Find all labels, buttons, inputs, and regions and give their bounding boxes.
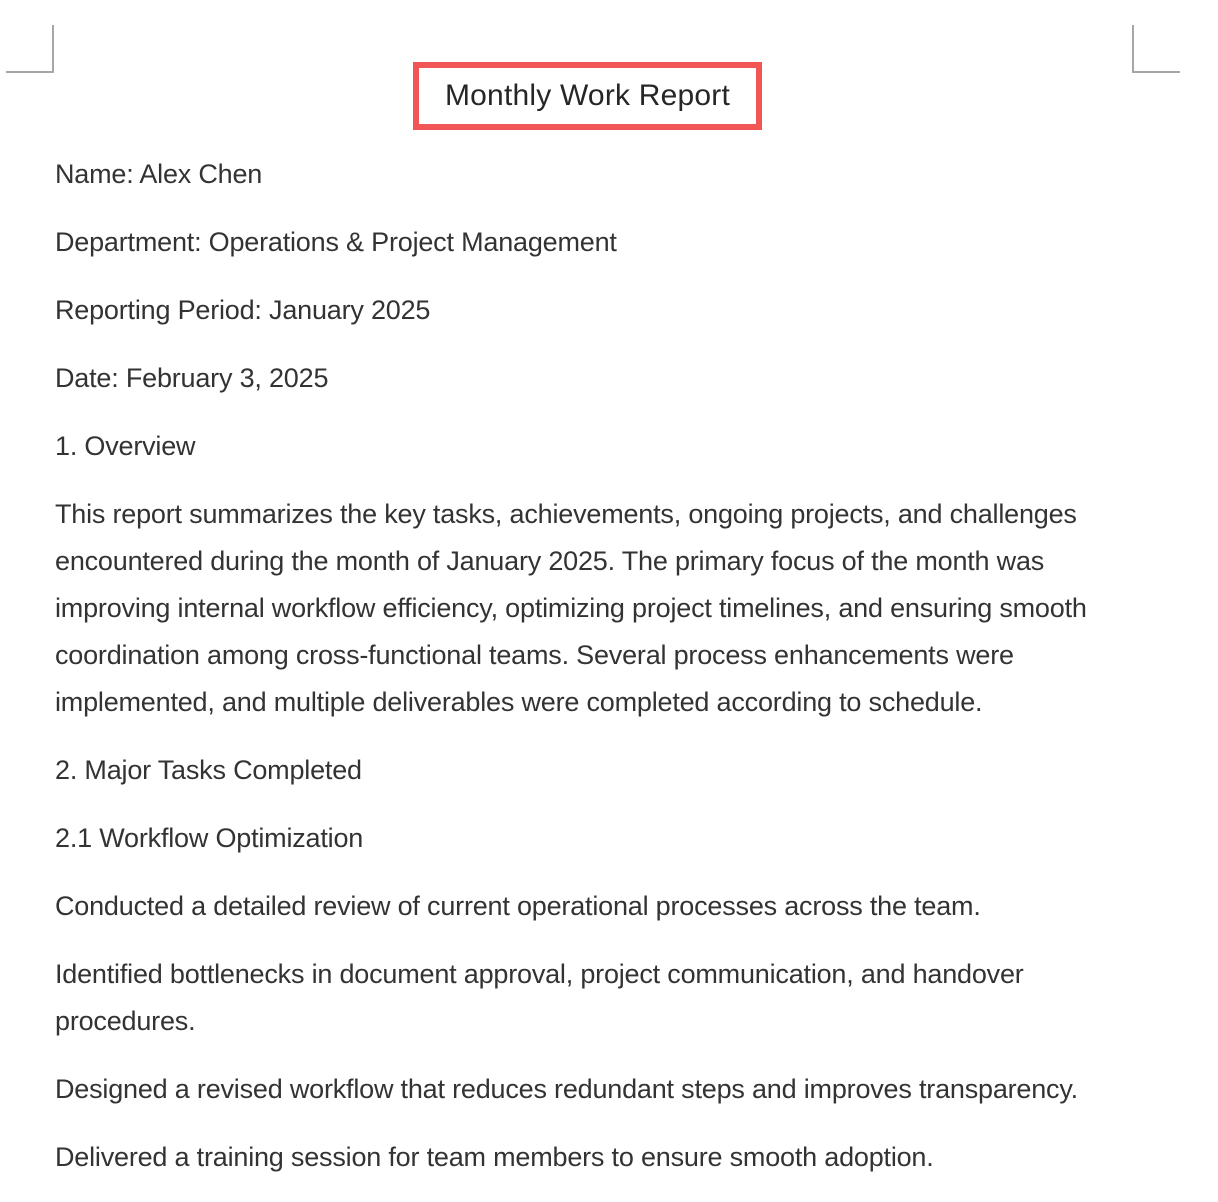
overview-heading[interactable]: 1. Overview	[55, 431, 196, 461]
major-tasks-heading[interactable]: 2. Major Tasks Completed	[55, 755, 362, 785]
report-title-box[interactable]	[413, 62, 762, 130]
field-reporting-period[interactable]: Reporting Period: January 2025	[55, 295, 431, 325]
page-margin-mark-top-left-icon	[6, 25, 54, 73]
field-date[interactable]: Date: February 3, 2025	[55, 363, 329, 393]
field-name[interactable]: Name: Alex Chen	[55, 159, 263, 189]
workflow-item-2[interactable]: Identified bottlenecks in document approval, project communication, and handover procedures.	[55, 959, 1024, 1036]
document-body[interactable]	[55, 62, 1120, 1202]
workflow-optimization-heading[interactable]: 2.1 Workflow Optimization	[55, 823, 364, 853]
workflow-item-4[interactable]: Delivered a training session for team members to ensure smooth adoption.	[55, 1142, 934, 1172]
field-department[interactable]: Department: Operations & Project Management	[55, 227, 617, 257]
overview-paragraph[interactable]: This report summarizes the key tasks, achievements, ongoing projects, and challenges encountered during the month of January 2025. The primary focus of the month was improving internal workflow efficiency, optimizing project timelines, and ensuring smooth coordination among cross-functional teams. Several process enhancements were implemented, and multiple deliverables were completed according to schedule.	[55, 499, 1087, 717]
workflow-item-3[interactable]: Designed a revised workflow that reduces redundant steps and improves transparency.	[55, 1074, 1078, 1104]
workflow-item-1[interactable]: Conducted a detailed review of current operational processes across the team.	[55, 891, 981, 921]
page-margin-mark-top-right-icon	[1132, 25, 1180, 73]
title-row	[55, 62, 1120, 130]
report-title: Monthly Work Report	[444, 79, 730, 112]
